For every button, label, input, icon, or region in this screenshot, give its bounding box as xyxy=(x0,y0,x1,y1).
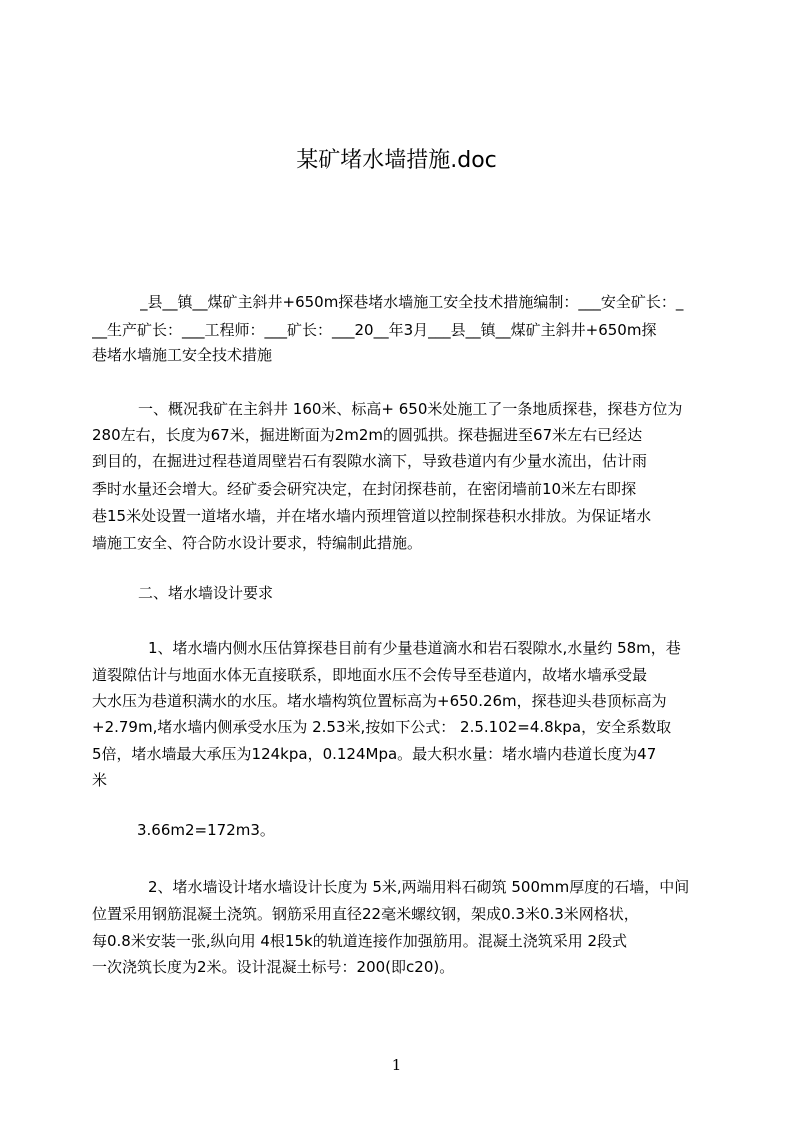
text-line: 巷堵水墙施工安全技术措施 xyxy=(92,346,273,364)
text-line: _县__镇__煤矿主斜井+650m探巷堵水墙施工安全技术措施编制：___安全矿长：_ xyxy=(140,293,684,311)
text-line: 巷15米处设置一道堵水墙，并在堵水墙内预埋管道以控制探巷积水排放。为保证堵水 xyxy=(92,507,652,525)
text-line: 季时水量还会增大。经矿委会研究决定，在封闭探巷前，在密闭墙前10米左右即探 xyxy=(92,480,637,498)
text-line: 2、堵水墙设计堵水墙设计长度为 5米,两端用料石砌筑 500mm厚度的石墙，中间 xyxy=(148,878,690,896)
section2-heading: 二、堵水墙设计要求 xyxy=(138,584,274,602)
text-line: 位置采用钢筋混凝土浇筑。钢筋采用直径22毫米螺纹钢，架成0.3米0.3米网格状， xyxy=(92,905,639,923)
text-line: +2.79m,堵水墙内侧承受水压为 2.53米,按如下公式： 2.5.102=4.8kpa，安全系数取 xyxy=(92,718,672,736)
item1-volume: 3.66m2=172m3。 xyxy=(137,821,275,839)
text-line: __生产矿长：___工程师：___矿长：___20__年3月___县__镇__煤矿主斜井+650m探 xyxy=(92,321,657,339)
text-line: 墙施工安全、符合防水设计要求，特编制此措施。 xyxy=(92,534,423,552)
text-line: 一次浇筑长度为2米。设计混凝土标号：200(即c20)。 xyxy=(92,958,455,976)
text-line: 280左右，长度为67米，掘进断面为2m2m的圆弧拱。探巷掘进至67米左右已经达 xyxy=(92,426,643,444)
document-title: 某矿堵水墙措施.doc xyxy=(296,148,497,173)
text-line: 道裂隙估计与地面水体无直接联系，即地面水压不会传导至巷道内，故堵水墙承受最 xyxy=(92,666,648,684)
text-line: 一、概况我矿在主斜井 160米、标高+ 650米处施工了一条地质探巷，探巷方位为 xyxy=(138,400,683,418)
text-line: 米 xyxy=(92,771,108,789)
text-line: 大水压为巷道积满水的水压。堵水墙构筑位置标高为+650.26m，探巷迎头巷顶标高为 xyxy=(92,692,667,710)
text-line: 1、堵水墙内侧水压估算探巷目前有少量巷道滴水和岩石裂隙水,水量约 58m，巷 xyxy=(148,639,681,657)
text-line: 每0.8米安装一张,纵向用 4根15k的轨道连接作加强筋用。混凝土浇筑采用 2段式 xyxy=(92,932,628,950)
text-line: 5倍，堵水墙最大承压为124kpa，0.124Mpa。最大积水量：堵水墙内巷道长度为47 xyxy=(92,745,657,763)
page-number: 1 xyxy=(391,1056,402,1074)
text-line: 到目的，在掘进过程巷道周壁岩石有裂隙水滴下，导致巷道内有少量水流出，估计雨 xyxy=(92,452,648,470)
